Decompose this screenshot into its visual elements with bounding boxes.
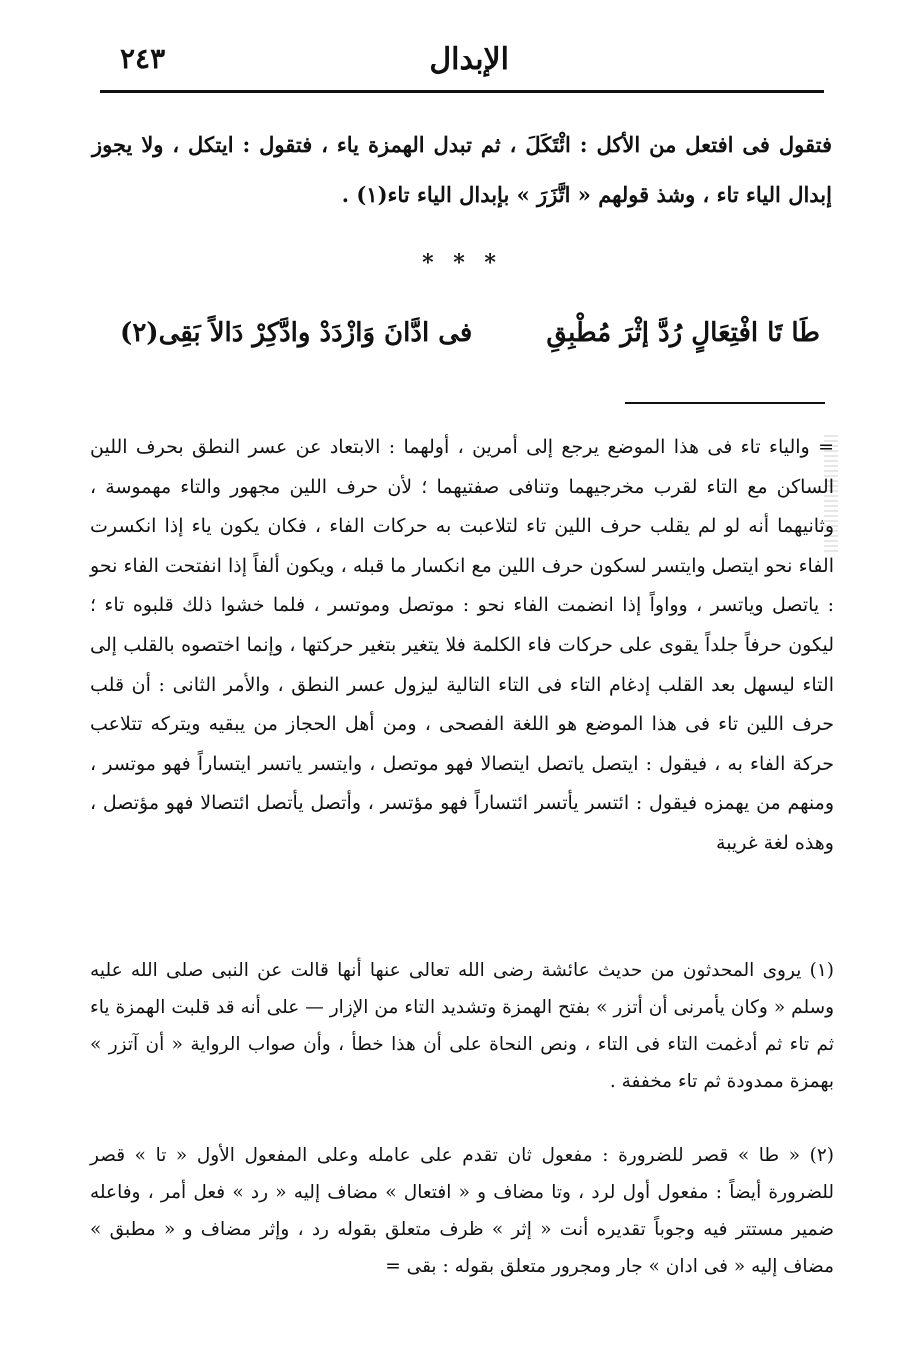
footnote-divider	[625, 402, 825, 404]
page-header	[100, 40, 824, 93]
intro-text: فتقول فى افتعل من الأكل : ائْتَكَلَ ، ثم تبدل الهمزة ياء ، فتقول : ايتكل ، ولا يجوز إبدال الياء تاء ، وشذ قولهم « اتَّزَرَ » بإبدال الياء تاء(١) .	[92, 132, 832, 207]
verse-hemistich-first: طَا تَا افْتِعَالٍ رُدَّ إثْرَ مُطْبِقِ	[546, 318, 820, 348]
section-separator: * * *	[422, 250, 502, 276]
intro-paragraph	[92, 120, 832, 220]
page-number: ٢٤٣	[120, 42, 166, 75]
commentary-text: = والياء تاء فى هذا الموضع يرجع إلى أمرين ، أولهما : الابتعاد عن عسر النطق بحرف اللين الساكن مع التاء لقرب مخرجيهما وتنافى صفتيهما ؛ لأن حرف اللين مجهور والتاء مهموسة ، وثانيهما أنه لو لم يقلب حرف اللين تاء لتلاعبت به حركات الفاء ، فكان يكون ياء إذا انكسرت الفاء نحو ايتصل وايتسر لسكون حرف اللين مع انكسار ما قبله ، ويكون ألفاً إذا انفتحت الفاء نحو : ياتصل وياتسر ، وواواً إذا انضمت الفاء نحو : موتصل وموتسر ، فلما خشوا ذلك قلبوه تاء ؛ ليكون حرفاً جلداً يقوى على حركات فاء الكلمة فلا يتغير بتغير حركتها ، وإنما اختصوه بالقلب إلى التاء ليسهل بعد القلب إدغام التاء فى التاء التالية ليزول عسر النطق ، والأمر الثانى : أن قلب حرف اللين تاء فى هذا الموضع هو اللغة الفصحى ، ومن أهل الحجاز من يبقيه ويتركه تتلاعب حركة الفاء به ، فيقول : ايتصل ياتصل ايتصالا فهو موتصل ، وايتسر ياتسر ايتساراً فهو موتسر ، ومنهم من يهمزه فيقول : ائتسر يأتسر ائتساراً فهو مؤتسر ، وأتصل يأتصل ائتصالا فهو مؤتصل ، وهذه لغة غريبة	[90, 436, 835, 854]
commentary-block	[90, 428, 834, 864]
verse-hemistich-second: فى ادَّانَ وَازْدَدْ وادَّكِرْ دَالاً بَقِى(٢)	[120, 318, 473, 348]
page-title: الإبدال	[429, 42, 509, 77]
footnote-2-text: (٢) « طا » قصر للضرورة : مفعول ثان تقدم على عامله وعلى المفعول الأول « تا » قصر للضرورة أيضاً : مفعول أول لرد ، وتا مضاف و « افتعال » مضاف إليه « رد » فعل أمر ، وفاعله ضمير مستتر فيه وجوباً تقديره أنت « إثر » ظرف متعلق بقوله رد ، وإثر مضاف و « مطبق » مضاف إليه « فى ادان » جار ومجرور متعلق بقوله : بقى =	[90, 1145, 834, 1277]
footnote-2	[90, 1137, 834, 1285]
footnote-1	[90, 952, 834, 1100]
verse-line	[120, 318, 820, 378]
footnote-1-text: (١) يروى المحدثون من حديث عائشة رضى الله تعالى عنها أنها قالت عن النبى صلى الله عليه وسلم « وكان يأمرنى أن أتزر » بفتح الهمزة وتشديد التاء من الإزار — على أنه قد قلبت الهمزة ياء ثم تاء ثم أدغمت التاء فى التاء ، ونص النحاة على أن هذا خطأ ، وأن صواب الرواية « أن آتزر » بهمزة ممدودة ثم تاء مخففة .	[90, 960, 834, 1092]
